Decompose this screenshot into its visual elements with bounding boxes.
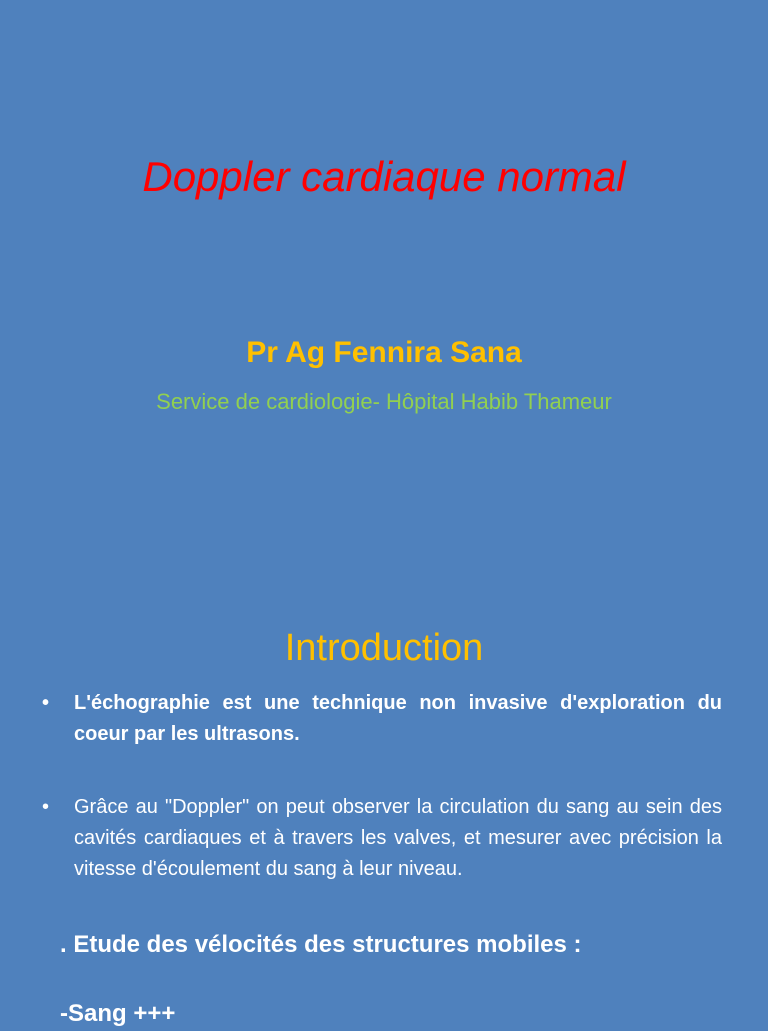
bullet-dot-icon: • (42, 692, 50, 714)
presentation-title: Doppler cardiaque normal (142, 153, 626, 200)
introduction-slide (0, 576, 768, 1027)
subheading: . Etude des vélocités des structures mobiles : (60, 931, 582, 958)
bullet-text: Grâce au "Doppler" on peut observer la circulation du sang au sein des cavités cardiaques et à travers les valves, et mesurer avec précision la vitesse d'écoulement du sang à leur niveau. (74, 796, 722, 880)
bullet-item (42, 688, 722, 750)
bullet-dot-icon: • (42, 796, 50, 818)
bullet-item (42, 792, 722, 885)
bullet-text: L'échographie est une technique non invasive d'exploration du coeur par les ultrasons. (74, 692, 722, 745)
sub-item: -Sang +++ (60, 1000, 176, 1027)
section-heading: Introduction (284, 627, 484, 669)
author-affiliation: Service de cardiologie- Hôpital Habib Thameur (156, 389, 612, 414)
author-name: Pr Ag Fennira Sana (246, 336, 522, 369)
